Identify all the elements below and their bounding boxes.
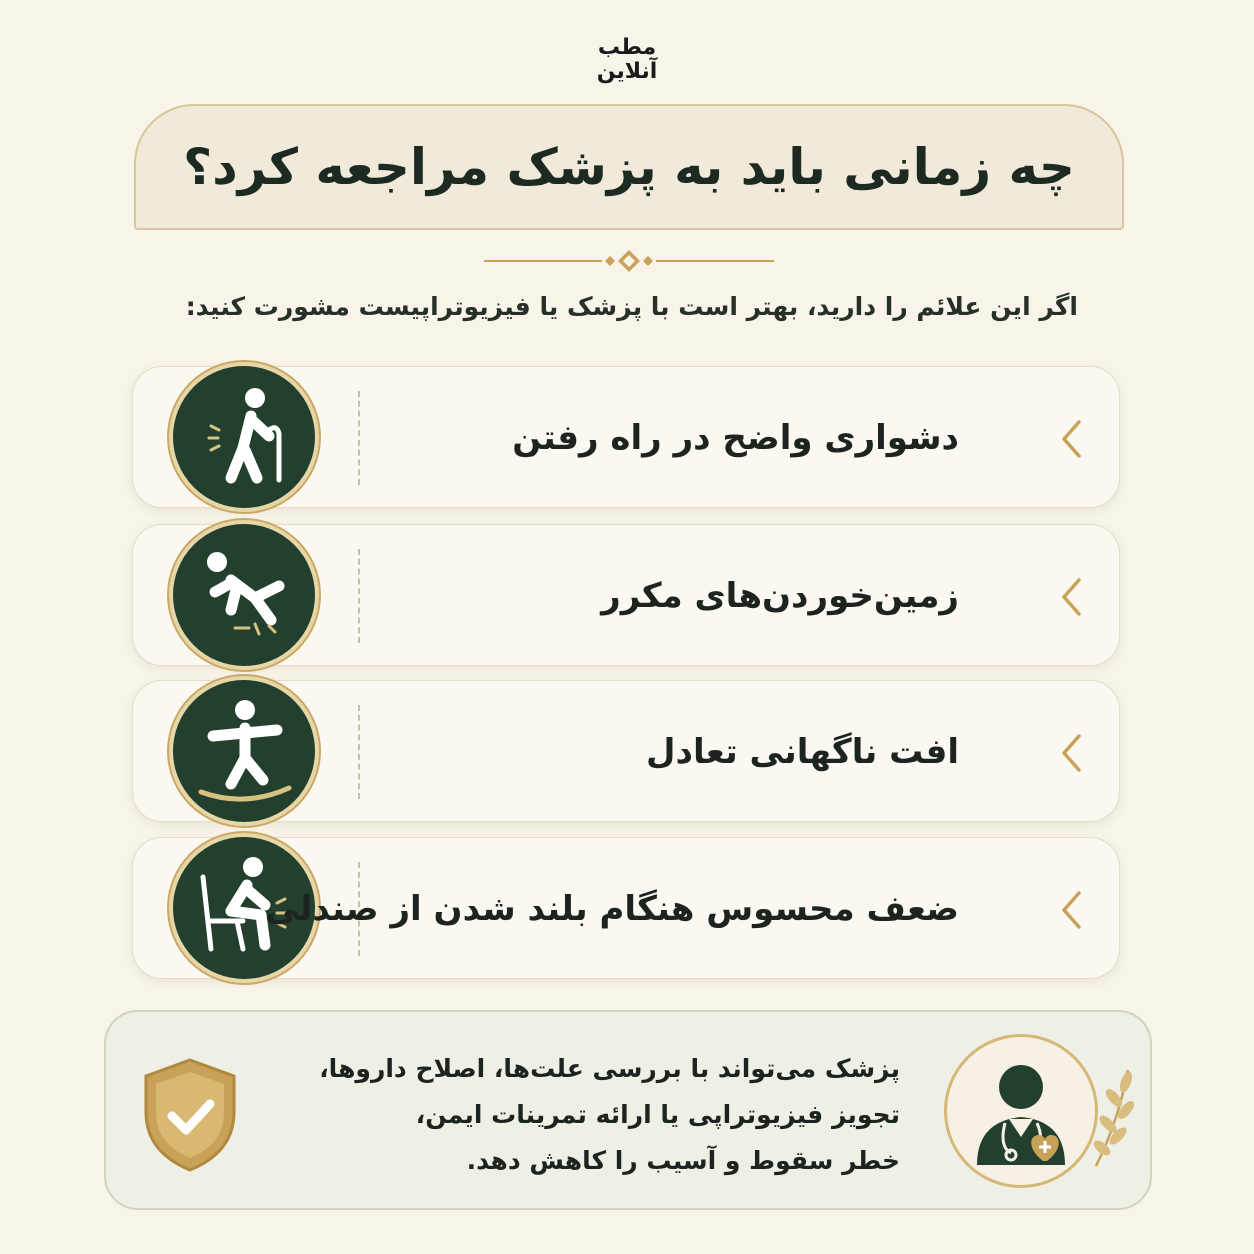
ornament-divider — [484, 248, 774, 274]
info-line2: تجویز فیزیوتراپی یا ارائه تمرینات ایمن، — [415, 1100, 900, 1129]
walking-with-cane-icon — [169, 362, 319, 512]
balance-loss-icon — [169, 676, 319, 826]
symptom-card-chair — [132, 837, 1120, 979]
symptom-label: زمین‌خوردن‌های مکرر — [601, 576, 959, 616]
title-banner — [134, 104, 1124, 230]
laurel-branch-icon — [1088, 1062, 1138, 1172]
brand-line2: آنلاین — [596, 59, 658, 84]
brand-line1: مطب — [597, 35, 657, 60]
doctor-icon — [944, 1034, 1098, 1188]
symptom-card-walking — [132, 366, 1120, 508]
symptom-card-balance — [132, 680, 1120, 822]
symptom-card-falling — [132, 524, 1120, 666]
symptom-label: افت ناگهانی تعادل — [646, 732, 959, 772]
page-title: چه زمانی باید به پزشک مراجعه کرد؟ — [183, 138, 1075, 196]
card-divider — [358, 391, 360, 485]
symptom-label: دشواری واضح در راه رفتن — [512, 418, 959, 458]
falling-person-icon — [169, 520, 319, 670]
info-text — [300, 1046, 900, 1184]
card-divider — [358, 705, 360, 799]
info-line1: پزشک می‌تواند با بررسی علت‌ها، اصلاح داروها، — [319, 1054, 900, 1083]
brand-logo — [0, 36, 1254, 84]
symptom-label: ضعف محسوس هنگام بلند شدن از صندلی — [265, 889, 959, 929]
shield-check-icon — [138, 1056, 242, 1174]
chevron-left-icon[interactable] — [1059, 419, 1083, 459]
subtitle: اگر این علائم را دارید، بهتر است با پزشک یا فیزیوتراپیست مشورت کنید: — [185, 292, 1078, 321]
card-divider — [358, 549, 360, 643]
chevron-left-icon[interactable] — [1059, 890, 1083, 930]
info-box — [104, 1010, 1152, 1210]
chevron-left-icon[interactable] — [1059, 733, 1083, 773]
info-line3: خطر سقوط و آسیب را کاهش دهد. — [466, 1146, 900, 1175]
chevron-left-icon[interactable] — [1059, 577, 1083, 617]
